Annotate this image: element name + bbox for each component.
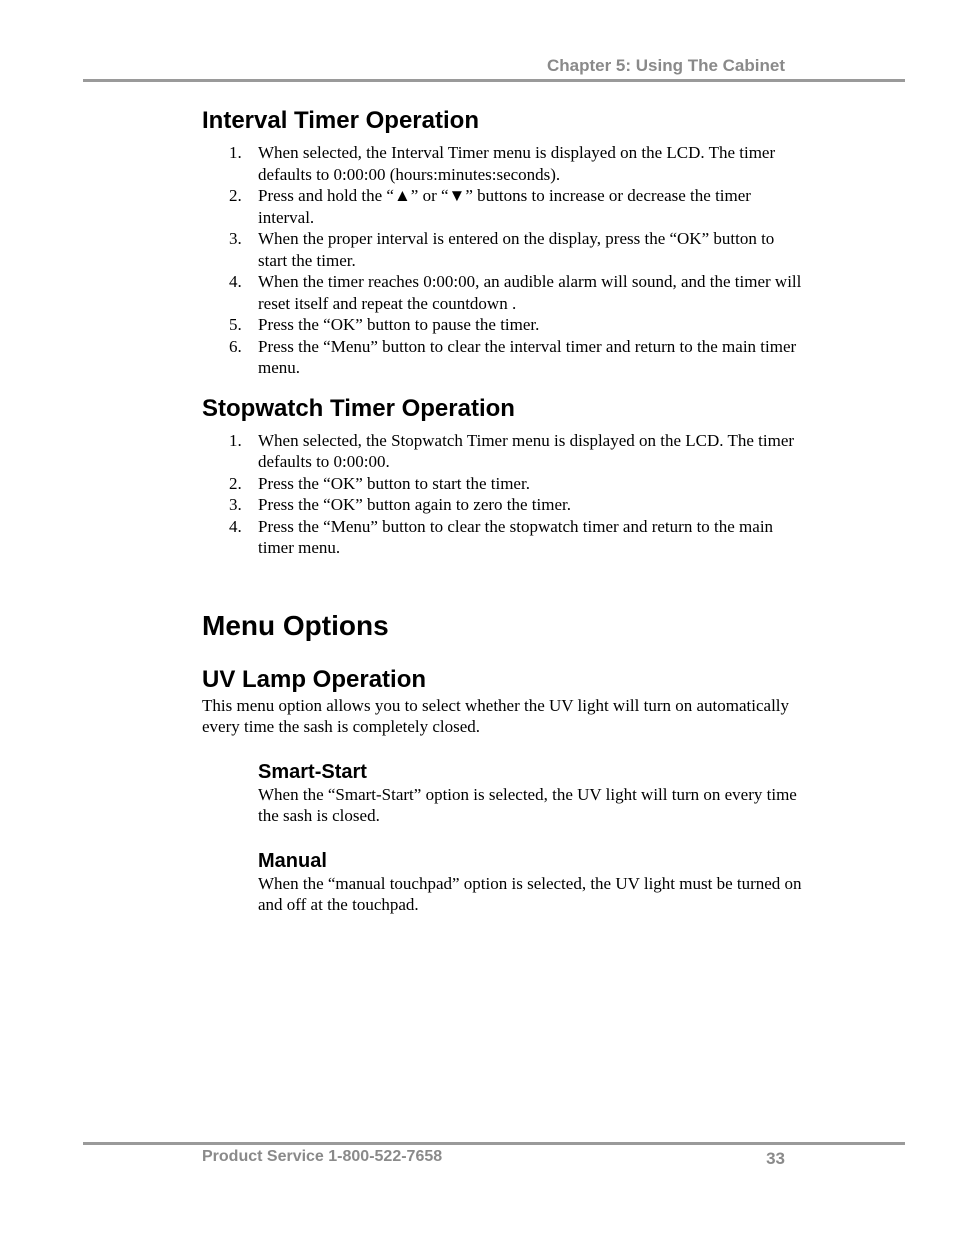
- uv-lamp-intro: This menu option allows you to select whether the UV light will turn on automatically every time the sash is completely closed.: [202, 695, 790, 736]
- chapter-header: Chapter 5: Using The Cabinet: [546, 56, 785, 75]
- list-item: 5. Press the “OK” button to pause the timer.: [229, 315, 540, 334]
- manual-heading: Manual: [258, 849, 327, 872]
- manual-text: When the “manual touchpad” option is selected, the UV light must be turned on and off at the touchpad.: [258, 873, 802, 914]
- stopwatch-timer-section: [202, 394, 802, 559]
- page-number: 33: [766, 1149, 785, 1168]
- list-item: 4. When the timer reaches 0:00:00, an audible alarm will sound, and the timer will reset itself and repeat the countdown .: [229, 272, 802, 313]
- smart-start-block: [202, 760, 802, 827]
- list-item: 3. When the proper interval is entered on the display, press the “OK” button to start the timer.: [229, 229, 775, 270]
- list-item: 2. Press and hold the “▲” or “▼” buttons to increase or decrease the timer interval.: [229, 186, 751, 227]
- smart-start-text: When the “Smart-Start” option is selected, the UV light will turn on every time the sash is closed.: [258, 784, 797, 825]
- footer-rule: [83, 1142, 905, 1145]
- smart-start-heading: Smart-Start: [258, 760, 367, 783]
- manual-block: [202, 849, 802, 916]
- uv-lamp-section: [202, 665, 802, 916]
- list-item: 1. When selected, the Interval Timer menu is displayed on the LCD. The timer defaults to 0:00:00 (hours:minutes:seconds).: [229, 143, 776, 184]
- menu-options-heading: Menu Options: [202, 609, 389, 641]
- interval-timer-section: [202, 106, 802, 379]
- interval-timer-heading: Interval Timer Operation: [202, 107, 479, 134]
- product-service-phone: Product Service 1-800-522-7658: [202, 1148, 443, 1165]
- uv-lamp-heading: UV Lamp Operation: [202, 665, 427, 693]
- header-rule: [83, 79, 905, 82]
- page-content: [202, 106, 802, 916]
- list-item: 6. Press the “Menu” button to clear the interval timer and return to the main timer menu.: [229, 336, 797, 377]
- stopwatch-timer-heading: Stopwatch Timer Operation: [202, 394, 515, 422]
- menu-options-section: [202, 609, 802, 643]
- interval-steps-list: [202, 142, 802, 379]
- stopwatch-steps-list: [202, 430, 802, 559]
- list-item: 3. Press the “OK” button again to zero the timer.: [229, 495, 571, 514]
- list-item: 1. When selected, the Stopwatch Timer menu is displayed on the LCD. The timer defaults to 0:00:00.: [229, 430, 795, 471]
- list-item: 4. Press the “Menu” button to clear the stopwatch timer and return to the main timer menu.: [229, 516, 774, 557]
- list-item: 2. Press the “OK” button to start the timer.: [229, 473, 530, 493]
